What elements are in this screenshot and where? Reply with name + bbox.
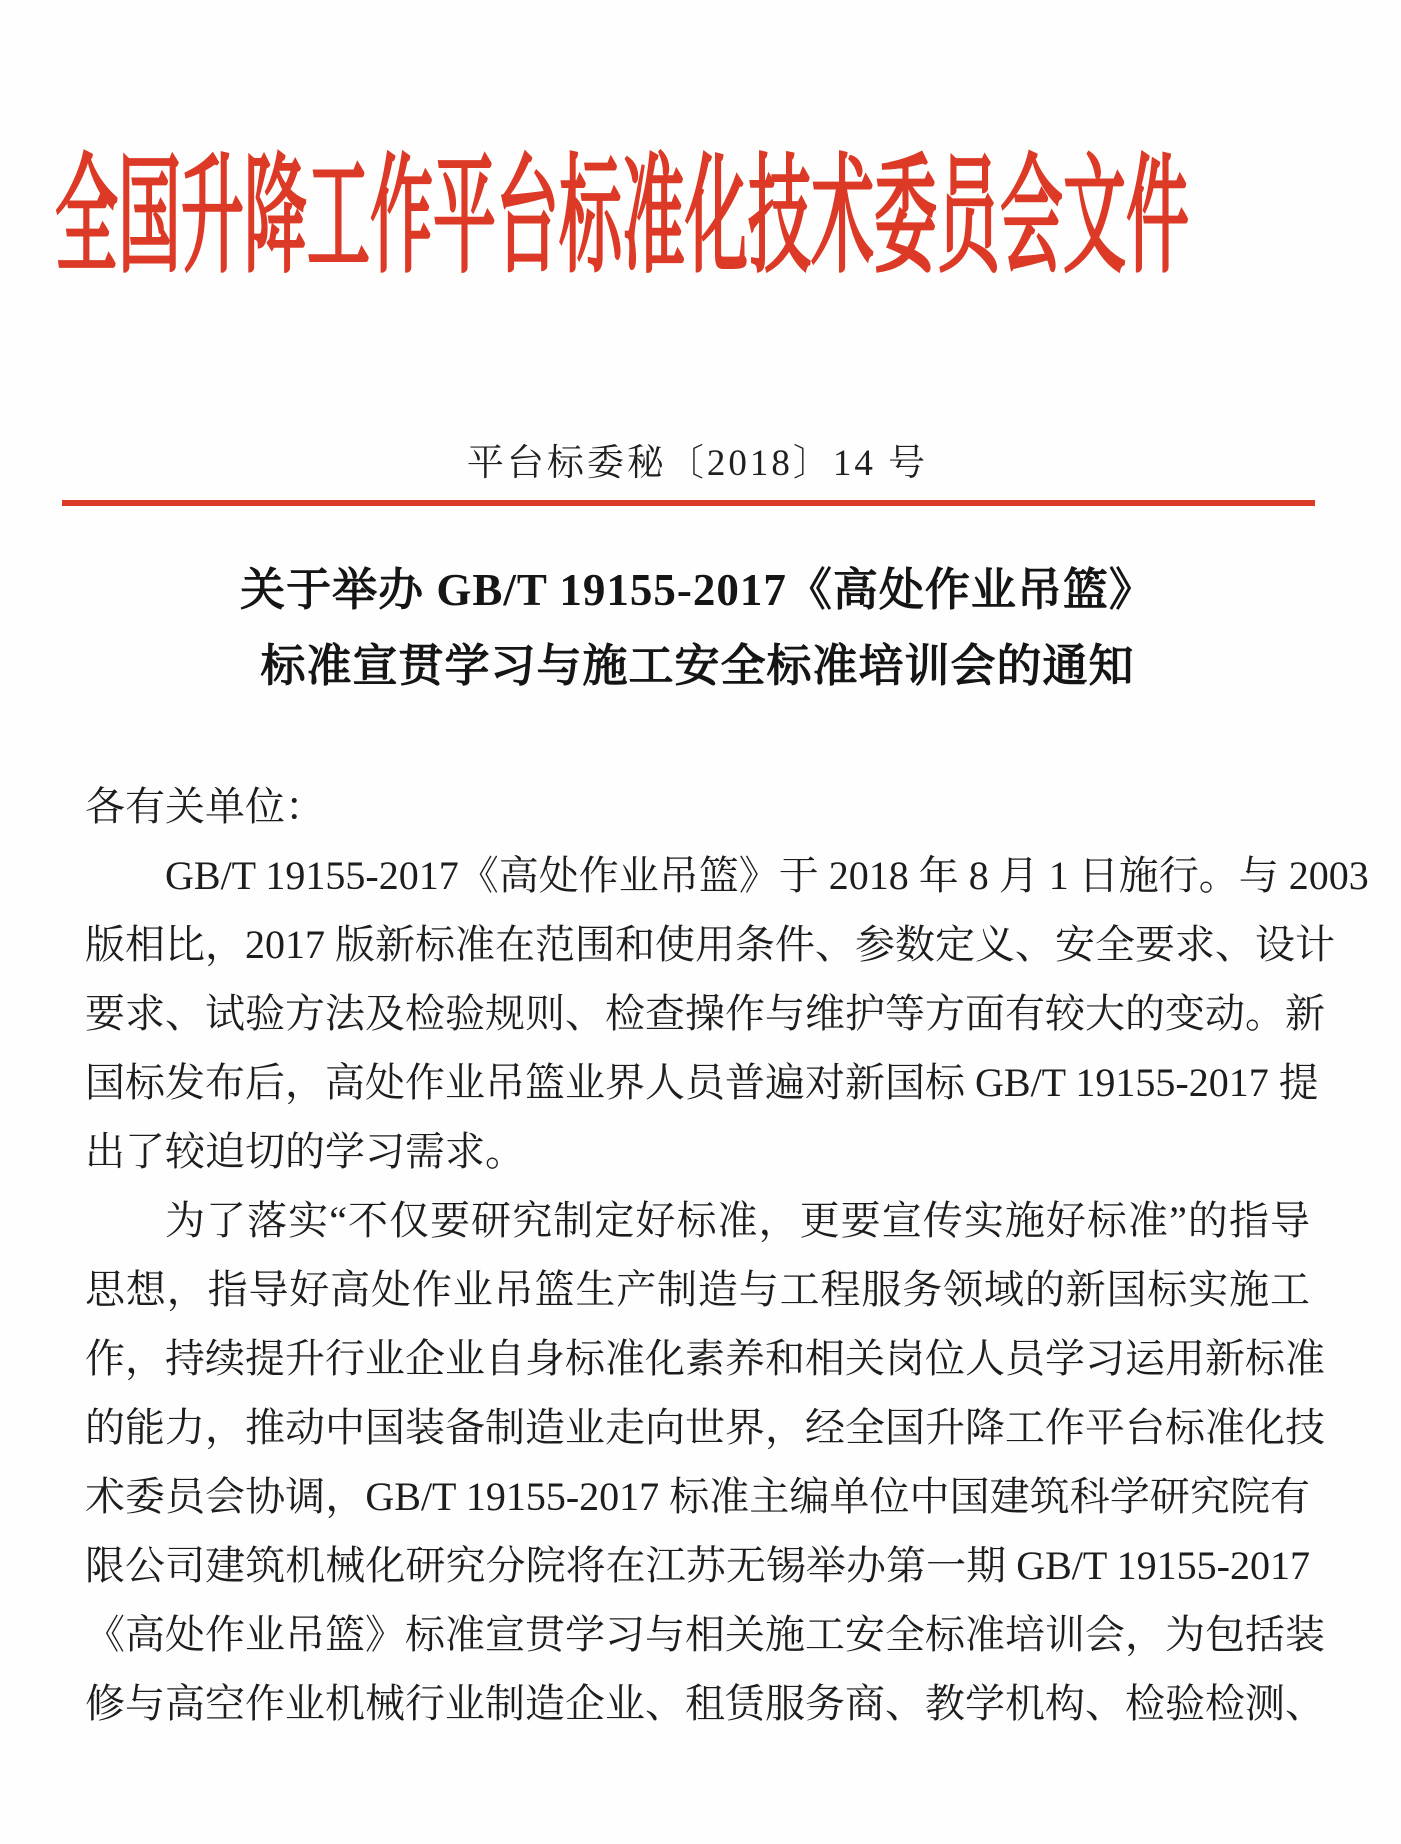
notice-title-line-2: 标准宣贯学习与施工安全标准培训会的通知: [260, 641, 1135, 691]
body-line: 国标发布后，高处作业吊篮业界人员普遍对新国标 GB/T 19155-2017 提: [85, 1060, 1319, 1105]
body-line: 版相比，2017 版新标准在范围和使用条件、参数定义、安全要求、设计: [85, 922, 1335, 967]
document-number: 平台标委秘〔2018〕14 号: [466, 443, 929, 484]
red-header-org-title: 全国升降工作平台标准化技术委员会文件: [55, 145, 1189, 290]
body-line: 要求、试验方法及检验规则、检查操作与维护等方面有较大的变动。新: [85, 991, 1325, 1036]
body-line: 作，持续提升行业企业自身标准化素养和相关岗位人员学习运用新标准: [85, 1336, 1325, 1381]
body-line: 出了较迫切的学习需求。: [85, 1129, 525, 1174]
notice-title: [85, 552, 1310, 704]
body-line: 术委员会协调，GB/T 19155-2017 标准主编单位中国建筑科学研究院有: [85, 1474, 1310, 1519]
notice-title-line-1: 关于举办 GB/T 19155-2017《高处作业吊篮》: [240, 565, 1155, 615]
body-line: 为了落实“不仅要研究制定好标准，更要宣传实施好标准”的指导: [165, 1198, 1310, 1243]
body-line: GB/T 19155-2017《高处作业吊篮》于 2018 年 8 月 1 日施行。与 2003: [165, 853, 1369, 898]
body-line: 限公司建筑机械化研究分院将在江苏无锡举办第一期 GB/T 19155-2017: [85, 1543, 1310, 1588]
notice-body: [85, 772, 1369, 1738]
body-line: 修与高空作业机械行业制造企业、租赁服务商、教学机构、检验检测、: [85, 1681, 1325, 1726]
body-line: 的能力，推动中国装备制造业走向世界，经全国升降工作平台标准化技: [85, 1405, 1325, 1450]
body-line: 《高处作业吊篮》标准宣贯学习与相关施工安全标准培训会，为包括装: [85, 1612, 1325, 1657]
red-divider-line: [62, 500, 1315, 506]
body-line: 思想，指导好高处作业吊篮生产制造与工程服务领域的新国标实施工: [85, 1267, 1310, 1312]
salutation: 各有关单位：: [85, 784, 325, 829]
